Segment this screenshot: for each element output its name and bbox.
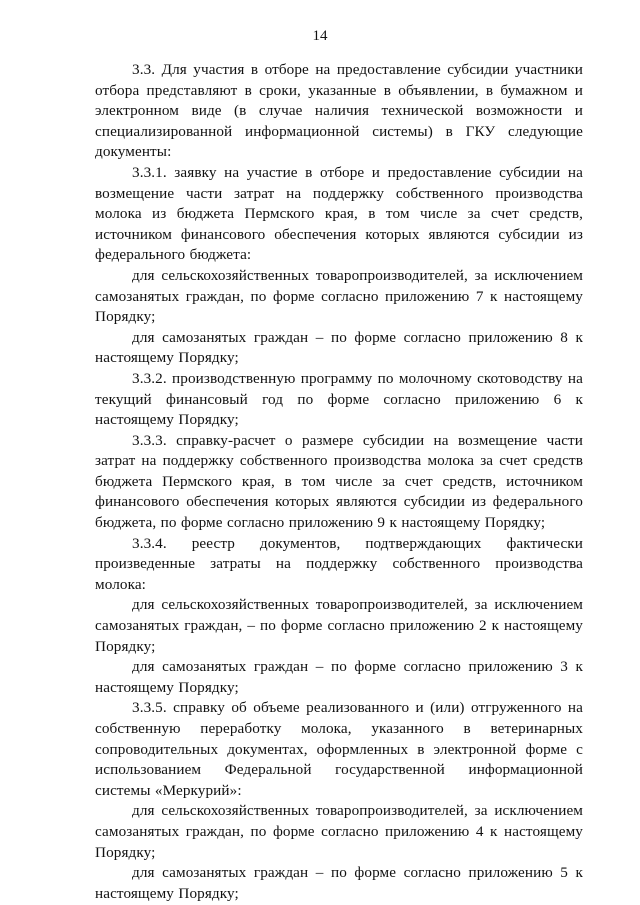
paragraph-3-3-1-self-employed: для самозанятых граждан – по форме согласно приложению 8 к настоящему Порядку; (95, 328, 583, 367)
paragraph-3-3-5-self-employed: для самозанятых граждан – по форме согласно приложению 5 к настоящему Порядку; (95, 864, 583, 902)
paragraph-3-3-5-agri: для сельскохозяйственных товаропроизводителей, за исключением самозанятых граждан, по форме согласно приложению 4 к настоящему Порядку; (95, 802, 583, 861)
paragraph-3-3-4: 3.3.4. реестр документов, подтверждающих фактически произведенные затраты на поддержку собственного производства молока: (95, 534, 583, 593)
document-body (95, 60, 583, 904)
page-number: 14 (312, 28, 328, 44)
paragraph-3-3-2: 3.3.2. производственную программу по молочному скотоводству на текущий финансовый год по форме согласно приложению 6 к настоящему Порядку; (95, 369, 583, 429)
paragraph-3-3-5: 3.3.5. справку об объеме реализованного и (или) отгруженного на собственную переработку молока, указанного в ветеринарных сопроводительных документах, оформленных в электронной форме с использованием Федеральной государственной информационной системы «Меркурий»: (95, 699, 583, 799)
paragraph-3-3-3: 3.3.3. справку-расчет о размере субсидии на возмещение части затрат на поддержку собственного производства молока за счет средств бюджета Пермского края, в том числе за счет средств, источником финансового обеспечения которых являются субсидии из федерального бюджета, по форме согласно приложению 9 к настоящему Порядку; (95, 431, 583, 532)
paragraph-3-3-1: 3.3.1. заявку на участие в отборе и предоставление субсидии на возмещение части затрат на поддержку собственного производства молока из бюджета Пермского края, в том числе за счет средств, источником финансового обеспечения которых являются субсидии из федерального бюджета: (95, 163, 583, 264)
paragraph-3-3-4-agri: для сельскохозяйственных товаропроизводителей, за исключением самозанятых граждан, – по форме согласно приложению 2 к настоящему Порядку; (95, 596, 583, 655)
paragraph-3-3-1-agri: для сельскохозяйственных товаропроизводителей, за исключением самозанятых граждан, по форме согласно приложению 7 к настоящему Порядку; (95, 266, 583, 326)
paragraph-3-3-4-self-employed: для самозанятых граждан – по форме согласно приложению 3 к настоящему Порядку; (95, 658, 583, 696)
paragraph-3-3: 3.3. Для участия в отборе на предоставление субсидии участники отбора представляют в сроки, указанные в объявлении, в бумажном и электронном виде (в случае наличия технической возможности и специализированной информационной системы) в ГКУ следующие документы: (95, 61, 583, 161)
